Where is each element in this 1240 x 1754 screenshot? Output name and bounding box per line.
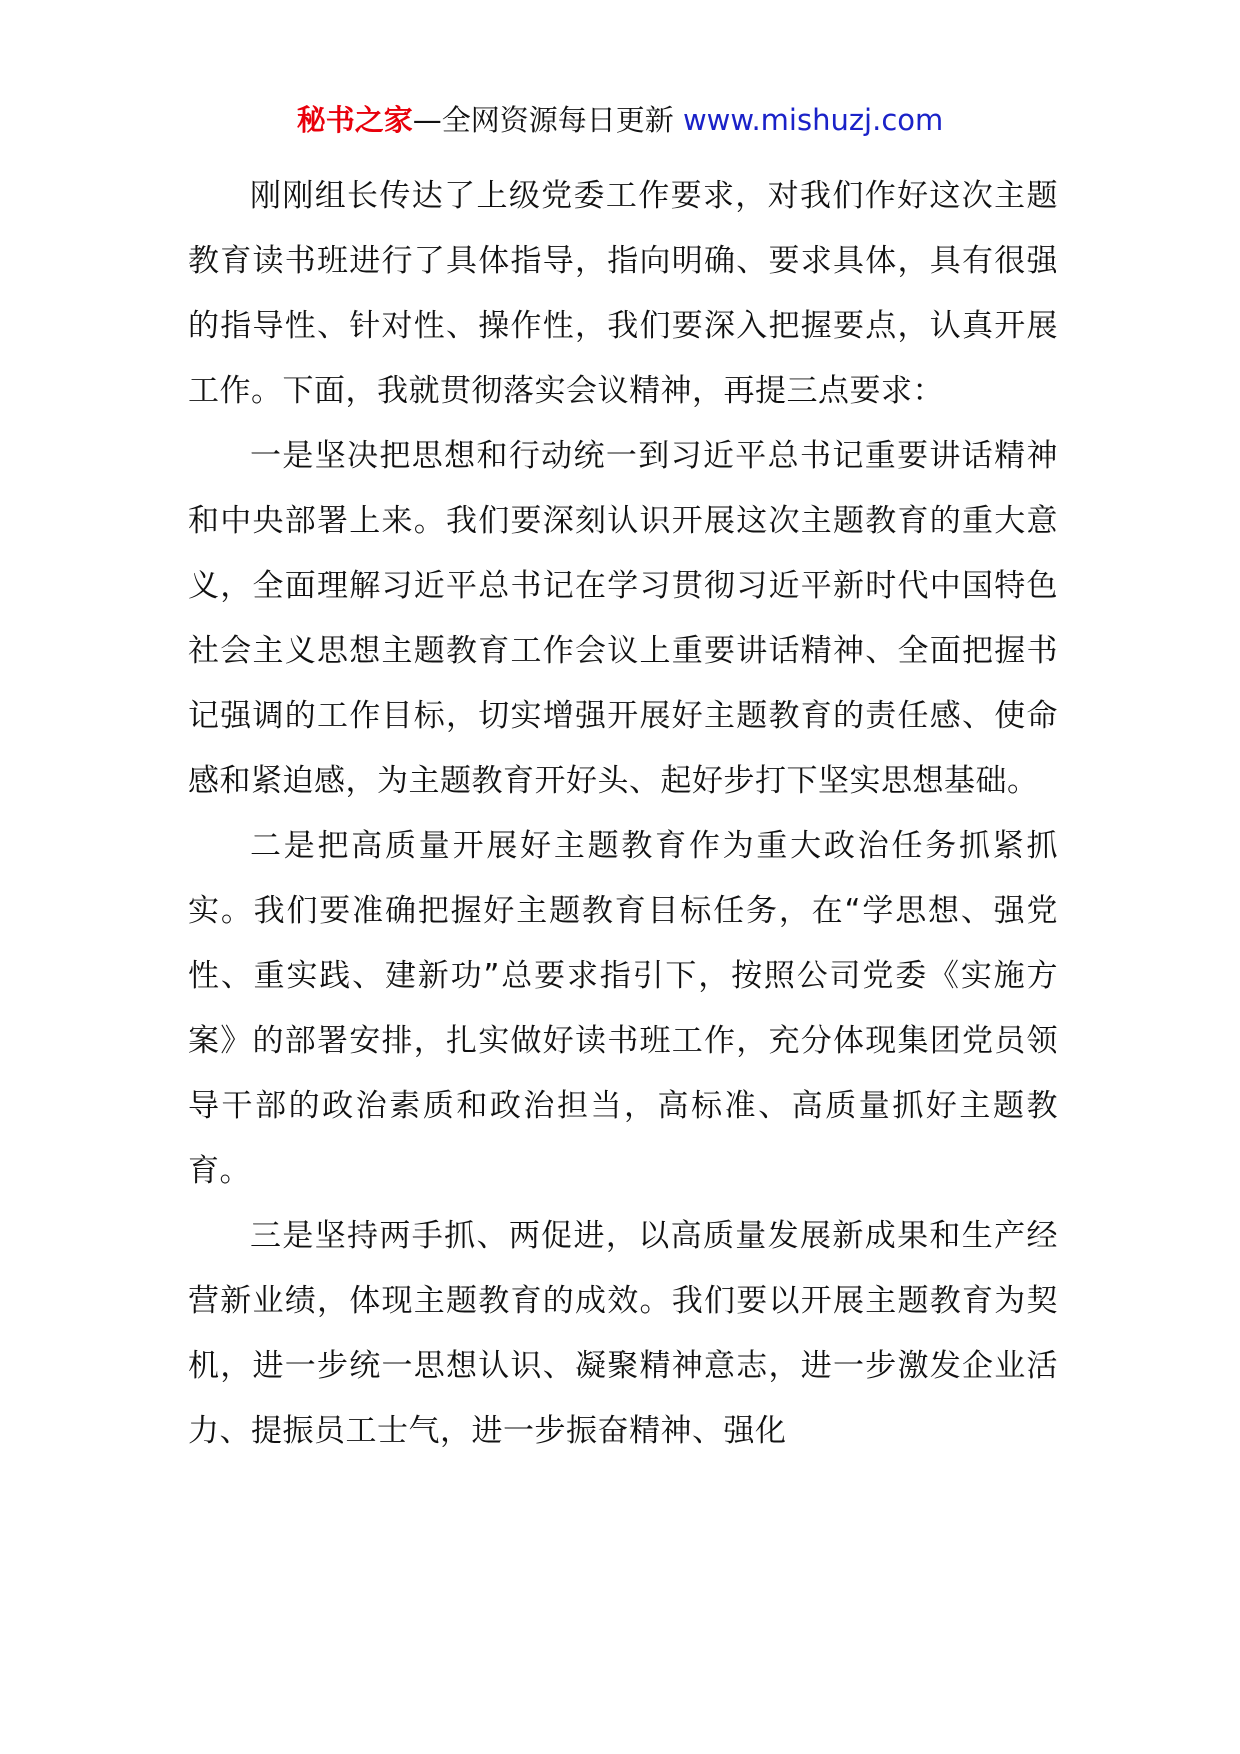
document-body (188, 164, 1058, 1464)
paragraph-point-three: 三是坚持两手抓、两促进，以高质量发展新成果和生产经营新业绩，体现主题教育的成效。我们要以开展主题教育为契机，进一步统一思想认识、凝聚精神意志，进一步激发企业活力、提振员工士气，进一步振奋精神、强化 (188, 1218, 1058, 1449)
site-header (0, 100, 1240, 140)
paragraph-intro: 刚刚组长传达了上级党委工作要求，对我们作好这次主题教育读书班进行了具体指导，指向明确、要求具体，具有很强的指导性、针对性、操作性，我们要深入把握要点，认真开展工作。下面，我就贯彻落实会议精神，再提三点要求： (188, 178, 1058, 409)
site-tagline: —全网资源每日更新 (412, 103, 683, 137)
paragraph-point-two: 二是把高质量开展好主题教育作为重大政治任务抓紧抓实。我们要准确把握好主题教育目标任务，在“学思想、强党性、重实践、建新功”总要求指引下，按照公司党委《实施方案》的部署安排，扎实做好读书班工作，充分体现集团党员领导干部的政治素质和政治担当，高标准、高质量抓好主题教育。 (188, 828, 1058, 1189)
site-brand: 秘书之家 (296, 103, 413, 137)
paragraph-point-one: 一是坚决把思想和行动统一到习近平总书记重要讲话精神和中央部署上来。我们要深刻认识开展这次主题教育的重大意义，全面理解习近平总书记在学习贯彻习近平新时代中国特色社会主义思想主题教育工作会议上重要讲话精神、全面把握书记强调的工作目标，切实增强开展好主题教育的责任感、使命感和紧迫感，为主题教育开好头、起好步打下坚实思想基础。 (188, 438, 1058, 799)
site-url[interactable]: www.mishuzj.com (682, 103, 944, 137)
